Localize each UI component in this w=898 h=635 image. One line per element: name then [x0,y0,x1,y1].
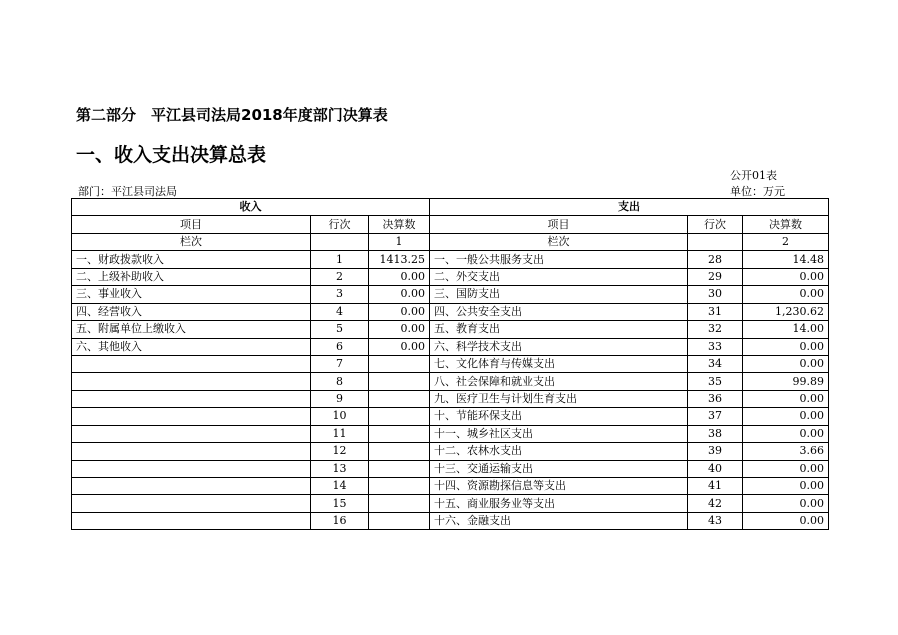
expense-line-cell: 35 [688,373,743,390]
income-amount-cell [369,408,430,425]
expense-line-cell: 28 [688,251,743,268]
expense-item-cell: 十二、农林水支出 [430,443,688,460]
expense-amount-cell: 3.66 [743,443,829,460]
income-line-cell: 15 [311,495,369,512]
unit-label: 单位：万元 [730,185,785,198]
table-row [72,338,829,355]
expense-amount-cell: 14.48 [743,251,829,268]
expense-amount-cell: 0.00 [743,478,829,495]
expense-line-cell: 29 [688,268,743,285]
expense-item-cell: 十六、金融支出 [430,512,688,529]
income-group-header: 收入 [72,199,430,216]
income-item-cell [72,425,311,442]
expense-item-cell: 十五、商业服务业等支出 [430,495,688,512]
expense-amount-cell: 0.00 [743,512,829,529]
income-item-cell [72,495,311,512]
income-item-cell [72,460,311,477]
income-item-cell [72,390,311,407]
table-column-header-row [72,216,829,233]
income-line-cell: 2 [311,268,369,285]
expense-line-cell: 40 [688,460,743,477]
income-line-cell: 10 [311,408,369,425]
table-row [72,355,829,372]
expense-amount-cell: 99.89 [743,373,829,390]
expense-column-index: 2 [743,233,829,250]
income-amount-cell [369,478,430,495]
income-amount-cell: 0.00 [369,321,430,338]
form-code: 公开01表 [730,169,777,182]
expense-item-cell: 四、公共安全支出 [430,303,688,320]
income-line-cell: 16 [311,512,369,529]
expense-line-cell: 33 [688,338,743,355]
income-amount-cell [369,495,430,512]
table-row [72,408,829,425]
income-amount-cell: 0.00 [369,303,430,320]
table-row [72,425,829,442]
expense-amount-cell: 0.00 [743,495,829,512]
expense-amount-cell: 0.00 [743,408,829,425]
expense-item-cell: 七、文化体育与传媒支出 [430,355,688,372]
income-amount-cell: 1413.25 [369,251,430,268]
expense-line-cell: 39 [688,443,743,460]
expense-item-cell: 三、国防支出 [430,286,688,303]
income-line-cell: 1 [311,251,369,268]
part-title: 第二部分 平江县司法局2018年度部门决算表 [76,106,388,124]
income-line-cell: 6 [311,338,369,355]
expense-line-cell: 41 [688,478,743,495]
income-item-cell: 二、上级补助收入 [72,268,311,285]
expense-line-cell: 38 [688,425,743,442]
table-column-index-row [72,233,829,250]
income-line-header: 行次 [311,216,369,233]
income-line-cell: 11 [311,425,369,442]
table-row [72,251,829,268]
expense-item-cell: 八、社会保障和就业支出 [430,373,688,390]
expense-column-label: 栏次 [430,233,688,250]
income-line-cell: 13 [311,460,369,477]
expense-amount-cell: 0.00 [743,425,829,442]
income-column-label: 栏次 [72,233,311,250]
table-group-header-row [72,199,829,216]
table-row [72,268,829,285]
income-amount-cell: 0.00 [369,268,430,285]
income-line-cell: 5 [311,321,369,338]
income-item-cell [72,443,311,460]
expense-amount-cell: 0.00 [743,460,829,477]
income-item-cell: 四、经营收入 [72,303,311,320]
income-item-cell [72,408,311,425]
expense-line-cell: 43 [688,512,743,529]
expense-item-cell: 十四、资源勘探信息等支出 [430,478,688,495]
expense-amount-header: 决算数 [743,216,829,233]
expense-item-cell: 一、一般公共服务支出 [430,251,688,268]
table-row [72,373,829,390]
expense-line-cell: 42 [688,495,743,512]
expense-item-cell: 十、节能环保支出 [430,408,688,425]
table-row [72,303,829,320]
expense-line-header: 行次 [688,216,743,233]
income-item-cell [72,373,311,390]
income-item-header: 项目 [72,216,311,233]
income-line-cell: 3 [311,286,369,303]
expense-amount-cell: 14.00 [743,321,829,338]
expense-item-cell: 五、教育支出 [430,321,688,338]
expense-item-cell: 十一、城乡社区支出 [430,425,688,442]
income-line-cell: 14 [311,478,369,495]
expense-line-cell: 37 [688,408,743,425]
table-row [72,460,829,477]
income-line-index-cell [311,233,369,250]
income-amount-cell [369,373,430,390]
income-item-cell [72,512,311,529]
income-item-cell: 一、财政拨款收入 [72,251,311,268]
expense-amount-cell: 0.00 [743,338,829,355]
income-column-index: 1 [369,233,430,250]
income-item-cell: 三、事业收入 [72,286,311,303]
expense-amount-cell: 0.00 [743,390,829,407]
income-amount-cell [369,390,430,407]
income-amount-cell [369,425,430,442]
expense-line-cell: 34 [688,355,743,372]
expense-item-header: 项目 [430,216,688,233]
income-item-cell: 六、其他收入 [72,338,311,355]
expense-item-cell: 二、外交支出 [430,268,688,285]
table-row [72,495,829,512]
income-amount-cell [369,355,430,372]
expense-item-cell: 九、医疗卫生与计划生育支出 [430,390,688,407]
expense-amount-cell: 1,230.62 [743,303,829,320]
table-row [72,478,829,495]
table-row [72,512,829,529]
expense-item-cell: 六、科学技术支出 [430,338,688,355]
table-row [72,321,829,338]
expense-amount-cell: 0.00 [743,268,829,285]
expense-amount-cell: 0.00 [743,286,829,303]
expense-line-cell: 32 [688,321,743,338]
income-item-cell: 五、附属单位上缴收入 [72,321,311,338]
page-title: 一、收入支出决算总表 [76,144,267,166]
income-line-cell: 9 [311,390,369,407]
income-line-cell: 4 [311,303,369,320]
income-amount-cell: 0.00 [369,286,430,303]
table-row [72,390,829,407]
expense-line-index-cell [688,233,743,250]
expense-group-header: 支出 [430,199,829,216]
income-amount-cell: 0.00 [369,338,430,355]
income-line-cell: 8 [311,373,369,390]
income-line-cell: 12 [311,443,369,460]
income-amount-cell [369,460,430,477]
expense-line-cell: 36 [688,390,743,407]
income-amount-header: 决算数 [369,216,430,233]
expense-line-cell: 31 [688,303,743,320]
expense-amount-cell: 0.00 [743,355,829,372]
income-item-cell [72,355,311,372]
income-amount-cell [369,512,430,529]
income-item-cell [72,478,311,495]
department-label: 部门：平江县司法局 [78,185,177,198]
income-line-cell: 7 [311,355,369,372]
table-row [72,443,829,460]
income-amount-cell [369,443,430,460]
expense-item-cell: 十三、交通运输支出 [430,460,688,477]
table-row [72,286,829,303]
income-expense-table [71,198,829,530]
expense-line-cell: 30 [688,286,743,303]
